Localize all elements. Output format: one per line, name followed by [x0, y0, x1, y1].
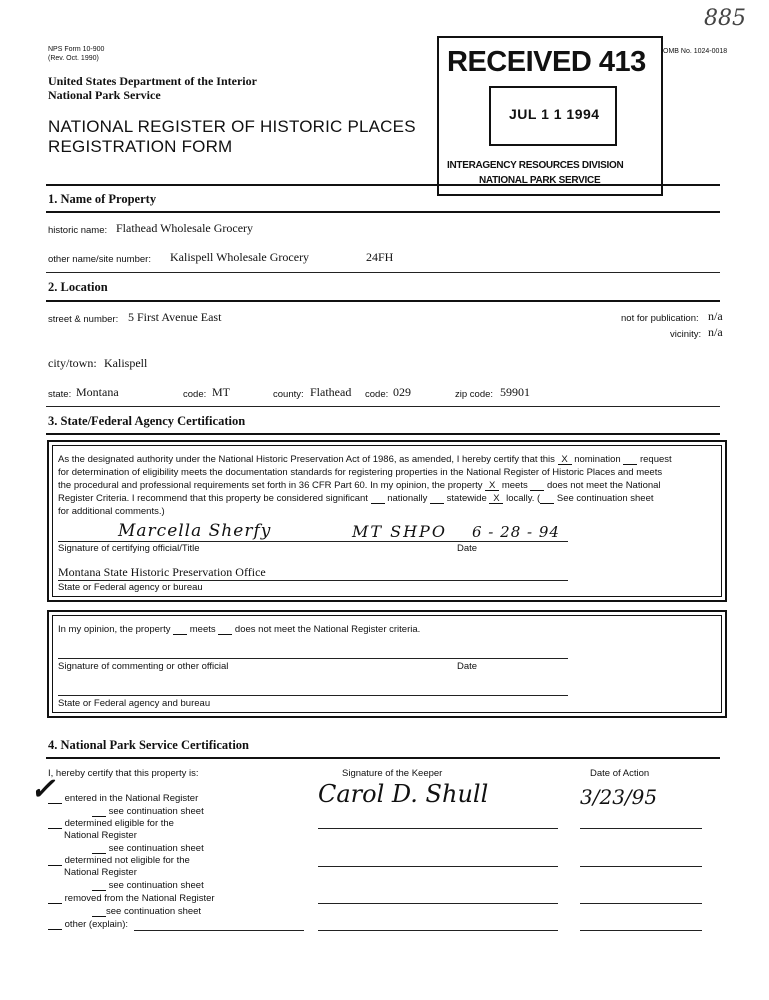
zip-label: zip code:: [455, 389, 494, 400]
date-of-action-handwritten: 3/23/95: [580, 785, 658, 809]
other-name-value: Kalispell Wholesale Grocery: [170, 250, 310, 264]
opinion-rest-label: does not meet the National Register criteria.: [234, 624, 421, 635]
does-not-meet-label: does not meet the National: [547, 480, 661, 491]
locally-checkbox: X: [489, 493, 503, 504]
section3-rule: [46, 433, 720, 435]
received-stamp-title: RECEIVED 413: [447, 46, 646, 78]
action-line-3: [580, 903, 702, 904]
cert-line4-text: Register Criteria. I recommend that this property be considered significant: [58, 493, 368, 504]
other-explain-line: [134, 930, 304, 931]
county-value: Flathead: [310, 385, 352, 399]
cert-line1: [58, 454, 672, 465]
option-not-eligible-cont-label: see continuation sheet: [108, 880, 204, 891]
statewide-checkbox: [430, 493, 444, 504]
agency-office-value: Montana State Historic Preservation Office: [58, 565, 266, 579]
nationally-checkbox: [371, 493, 385, 504]
section4-heading: 4. National Park Service Certification: [48, 738, 249, 752]
comment-date-label: Date: [457, 661, 478, 672]
option-not-eligible-line2: National Register: [64, 867, 137, 878]
stamp-division: INTERAGENCY RESOURCES DIVISION: [447, 160, 624, 171]
option-eligible-cont: [92, 843, 204, 854]
header-rule: [46, 184, 720, 186]
department-name: United States Department of the Interior: [48, 74, 257, 88]
form-revision: (Rev. Oct. 1990): [48, 55, 99, 62]
does-not-meet-checkbox: [530, 480, 544, 491]
keeper-line-4: [318, 930, 558, 931]
received-stamp: [437, 36, 663, 196]
stamp-date-box: [489, 86, 617, 146]
statewide-label: statewide: [446, 493, 487, 504]
option-entered-checkbox: [48, 793, 62, 804]
action-line-4: [580, 930, 702, 931]
option-removed-cont-label: see continuation sheet: [106, 906, 202, 917]
agency-label: State or Federal agency or bureau: [58, 582, 203, 593]
action-line-1: [580, 828, 702, 829]
cert-line4: [58, 493, 654, 504]
option-removed: [48, 893, 215, 904]
certifying-title-handwritten: MT SHPO: [352, 522, 447, 541]
bureau-line: [58, 695, 568, 696]
signature-label: Signature of certifying official/Title: [58, 543, 200, 554]
section4-rule: [46, 757, 720, 759]
zip-value: 59901: [500, 385, 530, 399]
cert-line3: [58, 480, 661, 491]
opinion-meets-label: meets: [189, 624, 216, 635]
option-removed-checkbox: [48, 893, 62, 904]
opinion-text: In my opinion, the property: [58, 624, 171, 635]
state-code-label: code:: [183, 389, 207, 400]
city-label: city/town:: [48, 356, 97, 370]
meets-label: meets: [501, 480, 528, 491]
county-code-label: code:: [365, 389, 389, 400]
state-value: Montana: [76, 385, 119, 399]
cert-line2: for determination of eligibility meets the documentation standards for registering properties in the National Register of Historic Places and meets: [58, 467, 663, 478]
option-other-checkbox: [48, 919, 62, 930]
option-removed-cont-checkbox: [92, 906, 106, 917]
signature-date-label: Date: [457, 543, 478, 554]
meets-checkbox: X: [485, 480, 499, 491]
keeper-line-2: [318, 866, 558, 867]
entered-check-mark-icon: ✓: [30, 772, 56, 807]
request-checkbox: [623, 454, 637, 465]
certifying-date-handwritten: 6 - 28 - 94: [472, 523, 560, 541]
nomination-checkbox: X: [558, 454, 572, 465]
comment-signature-label: Signature of commenting or other official: [58, 661, 229, 672]
county-label: county:: [273, 389, 304, 400]
service-name: National Park Service: [48, 88, 161, 102]
handwritten-page-number: 885: [704, 6, 746, 31]
section3-heading: 3. State/Federal Agency Certification: [48, 414, 246, 428]
vicinity-label: vicinity:: [670, 329, 702, 340]
comment-signature-line: [58, 658, 568, 659]
not-for-publication-label: not for publication:: [621, 313, 699, 324]
nomination-label: nomination: [574, 454, 621, 465]
option-removed-label: removed from the National Register: [64, 893, 215, 904]
option-other-label: other (explain):: [64, 919, 129, 930]
option-eligible: [48, 818, 174, 829]
form-title-line1: NATIONAL REGISTER OF HISTORIC PLACES: [48, 117, 416, 136]
city-value: Kalispell: [104, 356, 148, 370]
form-title-line2: REGISTRATION FORM: [48, 137, 233, 156]
certifying-signature: Marcella Sherfy: [118, 521, 272, 541]
certify-statement: I, hereby certify that this property is:: [48, 768, 199, 779]
option-not-eligible-checkbox: [48, 855, 62, 866]
option-eligible-checkbox: [48, 818, 62, 829]
signature-line: [58, 541, 568, 542]
form-number: NPS Form 10-900: [48, 46, 105, 53]
section1-bottom-rule: [46, 272, 720, 273]
bureau-label: State or Federal agency and bureau: [58, 698, 211, 709]
option-not-eligible-cont: [92, 880, 204, 891]
option-eligible-cont-checkbox: [92, 843, 106, 854]
cert-line5: for additional comments.): [58, 506, 165, 517]
other-name-label: other name/site number:: [48, 254, 151, 265]
section1-rule: [46, 211, 720, 213]
keeper-line-3: [318, 903, 558, 904]
omb-number: OMB No. 1024-0018: [663, 48, 728, 55]
option-eligible-label: determined eligible for the: [64, 818, 174, 829]
option-not-eligible: [48, 855, 190, 866]
option-entered-cont-checkbox: [92, 806, 106, 817]
cert-line3-text: the procedural and professional requirements set forth in 36 CFR Part 60. In my opinion, the property: [58, 480, 483, 491]
opinion-line: [58, 624, 420, 635]
keeper-line-1: [318, 828, 558, 829]
county-code-value: 029: [393, 385, 411, 399]
historic-name-value: Flathead Wholesale Grocery: [116, 221, 254, 235]
option-entered-cont: [92, 806, 204, 817]
option-entered-label: entered in the National Register: [64, 793, 199, 804]
historic-name-label: historic name:: [48, 225, 108, 236]
cert-line1-text: As the designated authority under the National Historic Preservation Act of 1986, as amended, I hereby certify that this: [58, 454, 555, 465]
keeper-label: Signature of the Keeper: [342, 768, 443, 779]
option-entered-cont-label: see continuation sheet: [108, 806, 204, 817]
vicinity-value: n/a: [708, 325, 723, 339]
street-label: street & number:: [48, 314, 119, 325]
site-number-value: 24FH: [366, 250, 394, 264]
section1-heading: 1. Name of Property: [48, 192, 157, 206]
option-eligible-line2: National Register: [64, 830, 137, 841]
request-label: request: [639, 454, 672, 465]
locally-label: locally. (: [506, 493, 541, 504]
agency-line: [58, 580, 568, 581]
state-label: state:: [48, 389, 72, 400]
section2-bottom-rule: [46, 406, 720, 407]
option-entered: [48, 793, 198, 804]
state-code-value: MT: [212, 385, 230, 399]
opinion-not-meet-checkbox: [218, 624, 232, 635]
continuation-label: See continuation sheet: [556, 493, 654, 504]
stamp-service: NATIONAL PARK SERVICE: [479, 175, 601, 186]
option-eligible-cont-label: see continuation sheet: [108, 843, 204, 854]
option-removed-cont: [92, 906, 201, 917]
section2-heading: 2. Location: [48, 280, 108, 294]
opinion-meets-checkbox: [173, 624, 187, 635]
date-of-action-label: Date of Action: [590, 768, 650, 779]
option-not-eligible-cont-checkbox: [92, 880, 106, 891]
section2-rule: [46, 300, 720, 302]
action-line-2: [580, 866, 702, 867]
not-for-publication-value: n/a: [708, 309, 723, 323]
continuation-checkbox: [540, 493, 554, 504]
option-not-eligible-label: determined not eligible for the: [64, 855, 190, 866]
option-other: [48, 919, 128, 930]
stamp-date: JUL 1 1 1994: [509, 106, 600, 122]
street-value: 5 First Avenue East: [128, 310, 222, 324]
keeper-signature: Carol D. Shull: [318, 780, 489, 808]
nationally-label: nationally: [387, 493, 428, 504]
